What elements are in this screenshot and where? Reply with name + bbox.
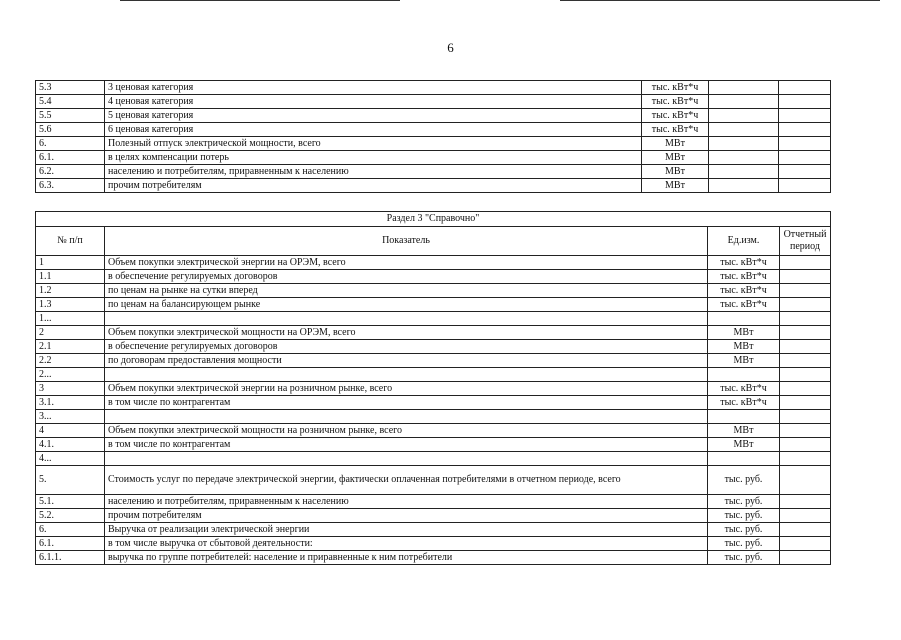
row-indicator [105, 312, 708, 326]
row-value [709, 165, 779, 179]
row-value [780, 424, 831, 438]
row-number: 5.3 [36, 81, 105, 95]
row-number: 4... [36, 452, 105, 466]
table-row [36, 137, 831, 151]
row-unit: МВт [642, 165, 709, 179]
table-row [36, 509, 831, 523]
row-number: 1.3 [36, 298, 105, 312]
row-number: 6. [36, 137, 105, 151]
row-value [780, 523, 831, 537]
row-value [780, 495, 831, 509]
table-row [36, 340, 831, 354]
table-row [36, 151, 831, 165]
continued-table [35, 80, 831, 193]
row-indicator: 5 ценовая категория [105, 109, 642, 123]
row-indicator: 3 ценовая категория [105, 81, 642, 95]
table-row [36, 537, 831, 551]
top-edge-line [560, 0, 880, 1]
table-row [36, 410, 831, 424]
row-value [780, 298, 831, 312]
row-value [709, 95, 779, 109]
row-indicator: в том числе по контрагентам [105, 438, 708, 452]
table-row [36, 382, 831, 396]
row-number: 4.1. [36, 438, 105, 452]
row-value [779, 109, 831, 123]
row-indicator: Полезный отпуск электрической мощности, всего [105, 137, 642, 151]
row-number: 1... [36, 312, 105, 326]
header-indicator: Показатель [105, 227, 708, 256]
row-unit: МВт [642, 179, 709, 193]
row-number: 2 [36, 326, 105, 340]
row-indicator: в целях компенсации потерь [105, 151, 642, 165]
table-row [36, 179, 831, 193]
section3-table [35, 211, 831, 565]
table-row [36, 123, 831, 137]
row-value [780, 410, 831, 424]
row-number: 1.2 [36, 284, 105, 298]
row-indicator [105, 368, 708, 382]
row-indicator: в том числе по контрагентам [105, 396, 708, 410]
row-value [709, 179, 779, 193]
row-value [780, 270, 831, 284]
row-number: 2.1 [36, 340, 105, 354]
row-unit: тыс. руб. [708, 466, 780, 495]
row-value [779, 123, 831, 137]
row-value [709, 123, 779, 137]
row-value [779, 165, 831, 179]
row-unit: тыс. руб. [708, 495, 780, 509]
table-row [36, 165, 831, 179]
row-value [780, 551, 831, 565]
row-number: 6.2. [36, 165, 105, 179]
row-number: 5.4 [36, 95, 105, 109]
table-row [36, 326, 831, 340]
page-number: 6 [447, 40, 454, 55]
table-row [36, 354, 831, 368]
row-value [779, 179, 831, 193]
header-num: № п/п [36, 227, 105, 256]
row-unit: тыс. кВт*ч [708, 298, 780, 312]
row-unit [708, 312, 780, 326]
row-unit: МВт [708, 424, 780, 438]
row-number: 5.5 [36, 109, 105, 123]
row-value [779, 137, 831, 151]
row-value [780, 537, 831, 551]
row-unit: тыс. кВт*ч [708, 396, 780, 410]
table-row [36, 495, 831, 509]
row-number: 6.1. [36, 151, 105, 165]
row-indicator: Объем покупки электрической мощности на ОРЭМ, всего [105, 326, 708, 340]
row-value [709, 109, 779, 123]
row-value [709, 81, 779, 95]
row-unit: тыс. кВт*ч [708, 382, 780, 396]
row-indicator: по ценам на рынке на сутки вперед [105, 284, 708, 298]
row-value [780, 312, 831, 326]
table-row [36, 452, 831, 466]
row-value [780, 396, 831, 410]
table-row [36, 438, 831, 452]
row-value [780, 452, 831, 466]
row-indicator: в обеспечение регулируемых договоров [105, 340, 708, 354]
table-row [36, 466, 831, 495]
row-unit: тыс. руб. [708, 537, 780, 551]
table-row [36, 81, 831, 95]
table-row [36, 424, 831, 438]
row-indicator: в том числе выручка от сбытовой деятельности: [105, 537, 708, 551]
row-unit: тыс. кВт*ч [642, 81, 709, 95]
row-unit: тыс. кВт*ч [708, 284, 780, 298]
row-value [780, 466, 831, 495]
table-row [36, 270, 831, 284]
table-row [36, 312, 831, 326]
table-row [36, 551, 831, 565]
row-number: 6.3. [36, 179, 105, 193]
row-number: 1 [36, 256, 105, 270]
row-indicator: в обеспечение регулируемых договоров [105, 270, 708, 284]
table-row [36, 368, 831, 382]
row-unit: МВт [708, 438, 780, 452]
row-value [779, 151, 831, 165]
table-row [36, 298, 831, 312]
header-unit: Ед.изм. [708, 227, 780, 256]
row-unit: тыс. кВт*ч [708, 270, 780, 284]
row-number: 3 [36, 382, 105, 396]
row-unit: МВт [708, 340, 780, 354]
top-edge-line [120, 0, 400, 1]
row-value [780, 509, 831, 523]
row-number: 5.6 [36, 123, 105, 137]
row-indicator: Стоимость услуг по передаче электрической энергии, фактически оплаченная потребителями в отчетном периоде, всего [105, 466, 708, 495]
section-title: Раздел 3 "Справочно" [36, 212, 831, 227]
row-indicator: 4 ценовая категория [105, 95, 642, 109]
table-row [36, 95, 831, 109]
row-unit: МВт [708, 354, 780, 368]
row-unit: тыс. кВт*ч [642, 109, 709, 123]
row-number: 5.1. [36, 495, 105, 509]
row-number: 6.1. [36, 537, 105, 551]
row-indicator [105, 410, 708, 424]
row-indicator: Объем покупки электрической энергии на розничном рынке, всего [105, 382, 708, 396]
row-number: 1.1 [36, 270, 105, 284]
row-value [780, 256, 831, 270]
row-indicator: населению и потребителям, приравненным к населению [105, 165, 642, 179]
row-indicator: выручка по группе потребителей: население и приравненные к ним потребители [105, 551, 708, 565]
row-indicator: по ценам на балансирующем рынке [105, 298, 708, 312]
row-number: 5.2. [36, 509, 105, 523]
table-row [36, 256, 831, 270]
row-number: 6. [36, 523, 105, 537]
row-value [780, 368, 831, 382]
row-indicator: Выручка от реализации электрической энергии [105, 523, 708, 537]
row-unit: МВт [642, 137, 709, 151]
row-value [780, 326, 831, 340]
row-unit [708, 368, 780, 382]
row-unit: тыс. руб. [708, 523, 780, 537]
row-number: 2... [36, 368, 105, 382]
row-value [779, 95, 831, 109]
row-value [780, 438, 831, 452]
row-number: 3... [36, 410, 105, 424]
row-value [780, 382, 831, 396]
row-indicator: 6 ценовая категория [105, 123, 642, 137]
header-period: Отчетный период [780, 227, 831, 256]
row-unit: МВт [642, 151, 709, 165]
row-indicator: по договорам предоставления мощности [105, 354, 708, 368]
row-unit: тыс. кВт*ч [708, 256, 780, 270]
row-value [779, 81, 831, 95]
row-unit [708, 452, 780, 466]
table-row [36, 284, 831, 298]
row-unit: тыс. кВт*ч [642, 95, 709, 109]
row-unit [708, 410, 780, 424]
row-indicator: прочим потребителям [105, 509, 708, 523]
row-indicator [105, 452, 708, 466]
row-indicator: населению и потребителям, приравненным к населению [105, 495, 708, 509]
row-unit: МВт [708, 326, 780, 340]
row-number: 3.1. [36, 396, 105, 410]
row-number: 5. [36, 466, 105, 495]
row-indicator: Объем покупки электрической мощности на розничном рынке, всего [105, 424, 708, 438]
row-value [709, 151, 779, 165]
row-value [780, 340, 831, 354]
row-unit: тыс. кВт*ч [642, 123, 709, 137]
row-number: 4 [36, 424, 105, 438]
row-unit: тыс. руб. [708, 509, 780, 523]
row-value [780, 354, 831, 368]
row-number: 2.2 [36, 354, 105, 368]
row-indicator: прочим потребителям [105, 179, 642, 193]
row-unit: тыс. руб. [708, 551, 780, 565]
table-row [36, 396, 831, 410]
table-row [36, 109, 831, 123]
row-value [780, 284, 831, 298]
row-number: 6.1.1. [36, 551, 105, 565]
row-indicator: Объем покупки электрической энергии на ОРЭМ, всего [105, 256, 708, 270]
row-value [709, 137, 779, 151]
table-row [36, 523, 831, 537]
